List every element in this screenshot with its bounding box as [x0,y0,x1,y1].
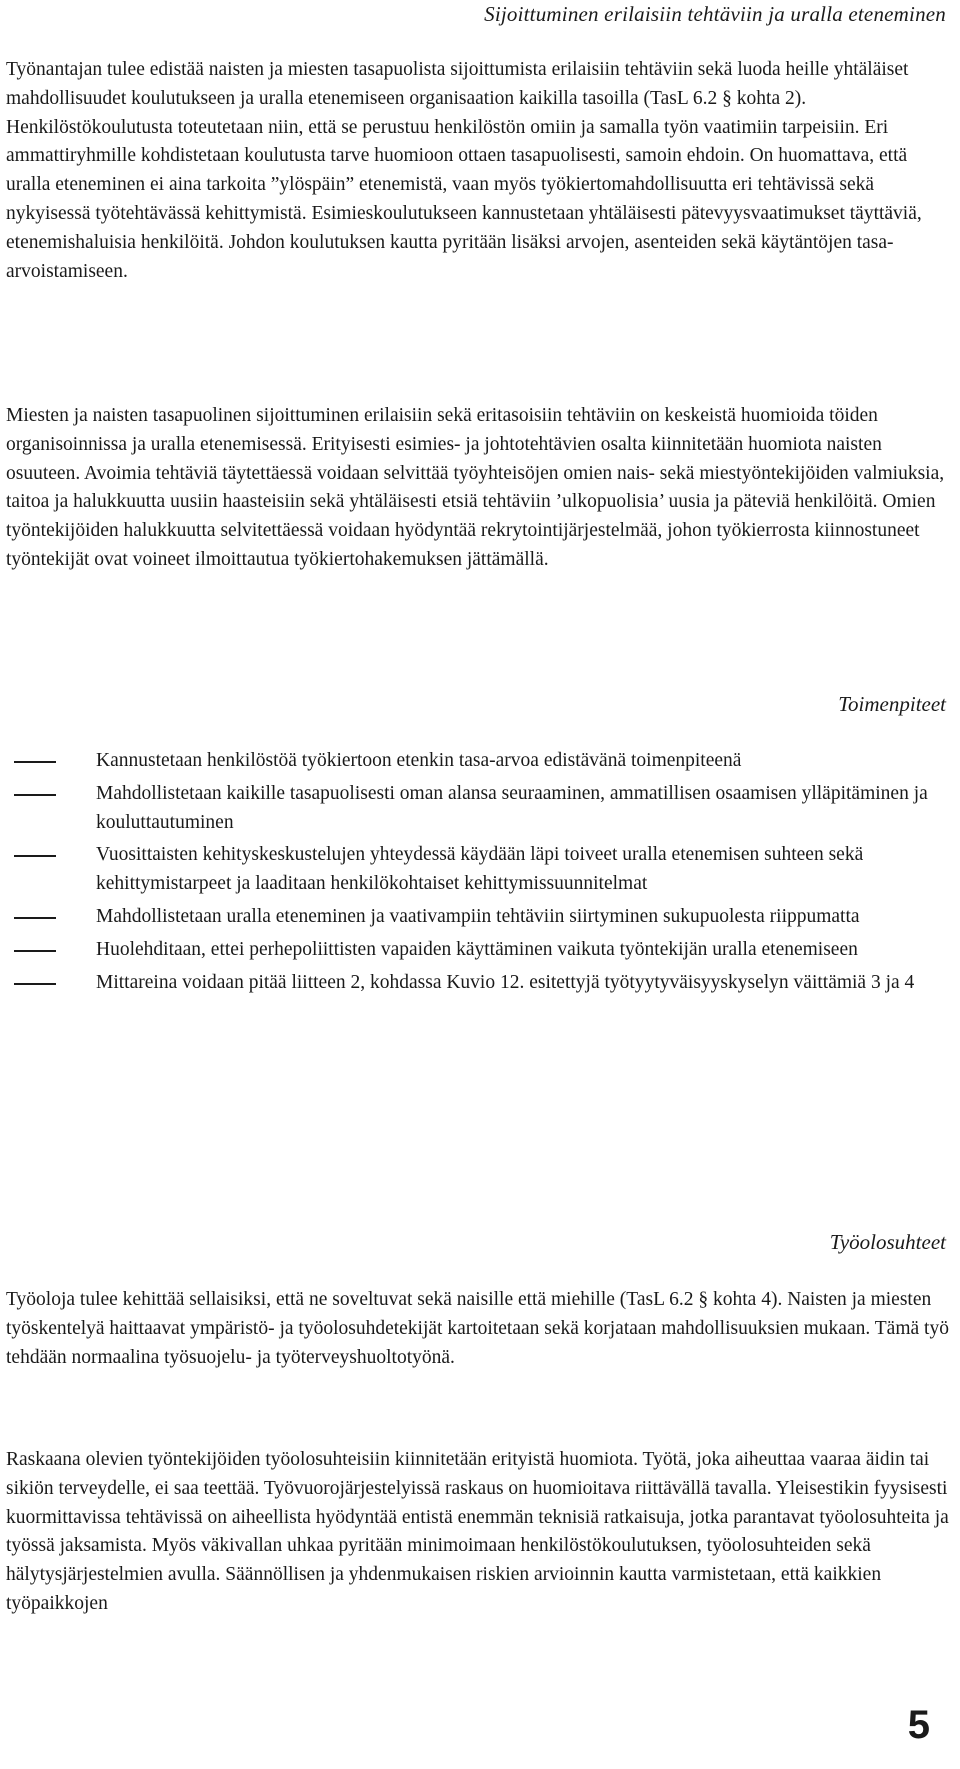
measures-list [6,747,950,1001]
paragraph-career-opportunities: Työnantajan tulee edistää naisten ja miesten tasapuolista sijoittumista erilaisiin tehtäviin sekä luoda heille yhtäläiset mahdollisuudet koulutukseen ja uralla etenemiseen organisaation kaikilla tasoilla (TasL 6.2 § kohta 2). Henkilöstökoulutusta toteutetaan niin, että se perustuu henkilöstön omiin ja samalla työn vaatimiin tarpeisiin. Eri ammattiryhmille kohdistetaan koulutusta tarve huomioon ottaen tasapuolisesti, samoin ehdoin. On huomattava, että uralla eteneminen ei aina tarkoita ”ylöspäin” etenemistä, vaan myös työkiertomahdollisuutta eri tehtävissä sekä nykyisessä työtehtävässä kehittymistä. Esimieskoulutukseen kannustetaan yhtäläisesti pätevyysvaatimukset täyttäviä, etenemishaluisia henkilöitä. Johdon koulutuksen kautta pyritään lisäksi arvojen, asenteiden sekä käytäntöjen tasa-arvoistamiseen. [6,59,922,282]
list-item-text: Kannustetaan henkilöstöä työkiertoon etenkin tasa-arvoa edistävänä toimenpiteenä [96,750,742,771]
list-item [6,969,950,998]
dash-bullet-icon [14,794,56,796]
section-heading-toimenpiteet: Toimenpiteet [838,692,946,716]
dash-bullet-icon [14,761,56,763]
paragraph-working-conditions: Työoloja tulee kehittää sellaisiksi, että ne soveltuvat sekä naisille että miehille (TasL 6.2 § kohta 4). Naisten ja miesten työskentelyä haittaavat ympäristö- ja työolosuhdetekijät kartoitetaan sekä korjataan mahdollisuuksien mukaan. Tämä työ tehdään normaalina työsuojelu- ja työterveyshuoltotyönä. [6,1289,949,1368]
dash-bullet-icon [14,950,56,952]
running-header: Sijoittuminen erilaisiin tehtäviin ja uralla eteneminen [484,2,946,26]
paragraph-pregnant-employees: Raskaana olevien työntekijöiden työolosuhteisiin kiinnitetään erityistä huomiota. Työtä, joka aiheuttaa vaaraa äidin tai sikiön terveydelle, ei saa teettää. Työvuorojärjestelyissä raskaus on huomioitava riittävällä tavalla. Yleisestikin fyysisesti kuormittavissa tehtävissä on aiheellista hyödyntää entistä enemmän teknisiä ratkaisuja, jotka parantavat työolosuhteita ja työssä jaksamista. Myös väkivallan uhkaa pyritään minimoimaan henkilöstökoulutuksen, työolosuhteiden sekä hälytysjärjestelmien avulla. Säännöllisen ja yhdenmukaisen riskien arvioinnin kautta varmistetaan, että kaikkien työpaikkojen [6,1449,949,1614]
list-item [6,903,950,932]
dash-bullet-icon [14,855,56,857]
list-item [6,747,950,776]
section-heading-tyoolosuhteet: Työolosuhteet [829,1230,946,1254]
list-item-text: Mahdollistetaan uralla eteneminen ja vaativampiin tehtäviin siirtyminen sukupuolesta riippumatta [96,905,860,927]
list-item [6,780,950,838]
list-item-text: Huolehditaan, ettei perhepoliittisten vapaiden käyttäminen vaikuta työntekijän uralla etenemiseen [96,938,858,960]
dash-bullet-icon [14,917,56,919]
list-item [6,841,950,899]
paragraph-equal-placement: Miesten ja naisten tasapuolinen sijoittuminen erilaisiin sekä eritasoisiin tehtäviin on keskeistä huomioida töiden organisoinnissa ja uralla etenemisessä. Erityisesti esimies- ja johtotehtävien osalta kiinnitetään huomiota naisten osuuteen. Avoimia tehtäviä täytettäessä voidaan selvittää työyhteisöjen omien nais- sekä miestyöntekijöiden valmiuksia, taitoa ja halukkuutta uusiin haasteisiin sekä yhtäläisesti etsiä tehtäviin ’ulkopuolisia’ uusia ja päteviä henkilöitä. Omien työntekijöiden halukkuutta selvitettäessä voidaan hyödyntää rekrytointijärjestelmää, johon työkierrosta kiinnostuneet työntekijät ovat voineet ilmoittautua työkiertohakemuksen jättämällä. [6,405,945,570]
dash-bullet-icon [14,983,56,985]
list-item-text: Vuosittaisten kehityskeskustelujen yhteydessä käydään läpi toiveet uralla etenemisen suhteen sekä kehittymistarpeet ja laaditaan henkilökohtaiset kehittymissuunnitelmat [96,844,864,895]
page-number: 5 [907,1703,930,1747]
list-item-text: Mittareina voidaan pitää liitteen 2, kohdassa Kuvio 12. esitettyjä työtyytyväisyyskyselyn väittämiä 3 ja 4 [96,971,915,993]
list-item [6,936,950,965]
list-item-text: Mahdollistetaan kaikille tasapuolisesti oman alansa seuraaminen, ammatillisen osaamisen ylläpitäminen ja kouluttautuminen [96,782,928,833]
